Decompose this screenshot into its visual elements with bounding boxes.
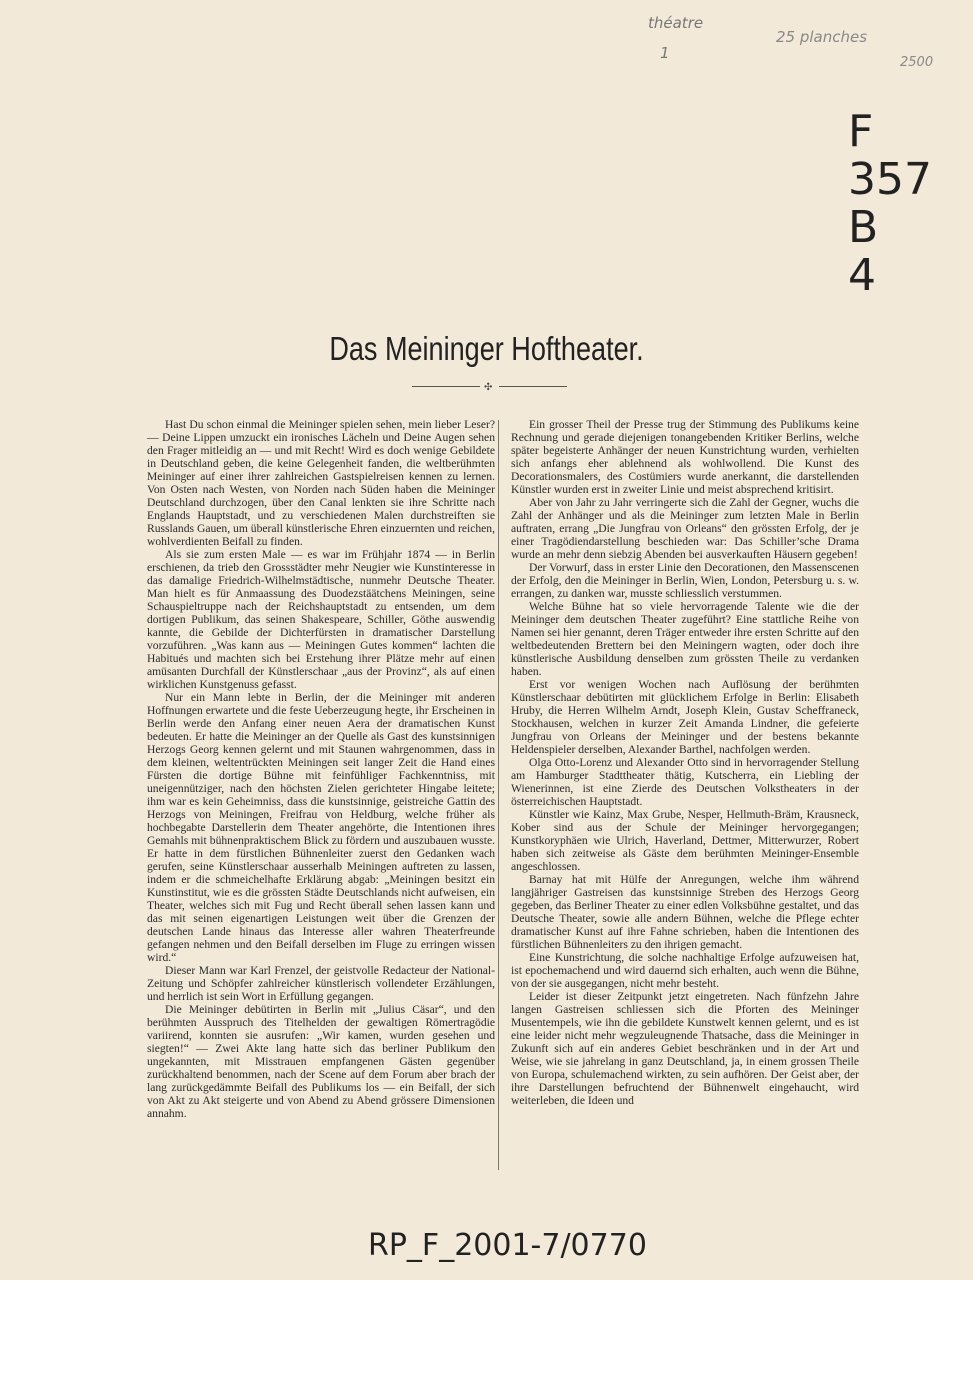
article-title: Das Meininger Hoftheater. [329,330,644,367]
paragraph: Aber von Jahr zu Jahr verringerte sich die Zahl der Gegner, wuchs die Zahl der Anhänger und als die Meininger zum letzten Male in Berlin auftraten, errang „Die Jungfrau von Orleans“ den grössten Erfolg, der je einer Tragödiendarstellung beschieden war: Das Schiller’sche Drama wurde an mehr denn siebzig Abenden bei ausverkauften Häusern gegeben! [511,496,859,561]
pencil-note-number: 1 [660,44,670,62]
call-number-line: 357 [848,154,932,205]
pencil-note-theatre: théatre [648,14,704,32]
paragraph: Dieser Mann war Karl Frenzel, der geistvolle Redacteur der National-Zeitung und Schöpfer zahlreicher künstlerisch vollendeter Erzählungen, und herrlich ist sein Wort in Erfüllung gegangen. [147,964,495,1003]
column-divider [498,420,499,1170]
call-number [848,106,932,302]
paragraph: Erst vor wenigen Wochen nach Auflösung der berühmten Künstlerschaar debütirten mit glücklichem Erfolge in Berlin: Elisabeth Hruby, die Herren Wilhelm Arndt, Joseph Klein, Gustav Scheffraneck, Stockhausen, welchen in kurzer Zeit Amanda Lindner, die gefeierte Jungfrau von Orleans der Meininger und der bestens bekannte Heldenspieler derselben, Alexander Barthel, nachfolgen werden. [511,678,859,756]
paragraph: Ein grosser Theil der Presse trug der Stimmung des Publikums keine Rechnung und gerade diejenigen tonangebenden Kritiker Berlins, welche später begeisterte Anhänger der neuen Kunstrichtung wurden, verhielten sich anfangs eher ablehnend als wohlwollend. Die Kunst des Decorationsmalers, des Costümiers wurde anerkannt, die darstellenden Künstler wurden erst in zweiter Linie und meist absprechend kritisirt. [511,418,859,496]
paragraph: Welche Bühne hat so viele hervorragende Talente wie die der Meininger dem deutschen Theater zugeführt? Eine stattliche Reihe von Namen sei hier genannt, deren Träger entweder ihre ersten Schritte auf den weltbedeutenden Brettern bei den Meiningern wagten, oder doch ihre künstlerische Ausbildung denselben zum grössten Theile zu verdanken haben. [511,600,859,678]
paragraph: Nur ein Mann lebte in Berlin, der die Meininger mit anderen Hoffnungen erwartete und die feste Ueberzeugung hegte, ihr Erscheinen in Berlin werde den Anfang einer neuen Aera der dramatischen Kunst bedeuten. Er hatte die Meininger an der Quelle als Gast des kunstsinnigen Herzogs Georg kennen gelernt und mit Staunen wahrgenommen, dass in dem kleinen, weltentrückten Meiningen seit langer Zeit die Hand eines Fürsten die dortige Bühne mit feinfühliger Fachkenntniss, mit uneigennütziger, nach den höchsten Zielen gerichteter Hingabe leitete; ihm war es kein Geheimniss, dass die kunstsinnige, geistreiche Gattin des Herzogs von Meiningen, Freifrau von Heldburg, welche früher als hochbegabte Darstellerin dem Theater angehörte, die Intentionen ihres Gemahls mit bühnenpraktischem Blick zu fördern und auszubauen wusste. Er hatte in dem fürstlichen Bühnenleiter zuerst den Gedanken wach gerufen, seine Künstlerschaar ausserhalb Meiningen auftreten zu lassen, indem er die schmeichelhafte Erklärung abgab: „Meiningen besitzt ein Kunstinstitut, wie es die grössten Städte Deutschlands nicht aufweisen, ein Theater, welches sich mit Fug und Recht überall sehen lassen kann und das mit seinen eigenartigen Leistungen weit über die Grenzen der deutschen Lande hinaus das Interesse aller wahren Theaterfreunde gefangen nehmen und den Beifall derselben im Fluge zu erringen wissen wird.“ [147,691,495,964]
paragraph: Hast Du schon einmal die Meininger spielen sehen, mein lieber Leser? — Deine Lippen umzuckt ein ironisches Lächeln und Deine Augen sehen den Frager mitleidig an — und mit Recht! Wird es doch wenige Gebildete in Deutschland geben, die keine Gelegenheit fanden, die weltberühmten Meininger auf einer ihrer zahlreichen Gastspielreisen kennen zu lernen. Von Osten nach Westen, von Norden nach Süden haben die Meininger Deutschland durchzogen, über den Canal lenkten sie ihre Schritte nach Englands Hauptstadt, und zu verschiedenen Malen durchstreiften sie Russlands Gauen, um überall künstlerische Ehren einzuernten und reichen, wohlverdienten Beifall zu finden. [147,418,495,548]
paragraph: Künstler wie Kainz, Max Grube, Nesper, Hellmuth-Bräm, Krausneck, Kober sind aus der Schule der Meininger hervorgegangen; Kunstkoryphäen wie Ulrich, Haverland, Dettmer, Mitterwurzer, Robert haben sich zeitweise als Gäste dem berühmten Meininger-Ensemble angeschlossen. [511,808,859,873]
pencil-note-price: 2500 [900,55,934,70]
paragraph: Als sie zum ersten Male — es war im Frühjahr 1874 — in Berlin erschienen, da trieb den Grossstädter mehr Neugier wie Kunstinteresse in das damalige Friedrich-Wilhelmstädtische, nunmehr Deutsche Theater. Man hielt es für Anmaassung des Duodezstäätchens Meiningen, seine Schauspieltruppe nach der Reichshauptstadt zu entsenden, um dem dortigen Publikum, das seinen Shakespeare, Schiller, Göthe auswendig kannte, die Gebilde der Dichterfürsten in dramatischer Darstellung vorzuführen. „Was kann aus — Meiningen Gutes kommen“ lachten die Habitués und machten sich bei Erstehung ihrer Plätze mehr auf einen amüsanten Durchfall der Künstlerschaar „aus der Provinz“, als auf einen wirklichen Kunstgenuss gefasst. [147,548,495,691]
left-column [147,418,495,1120]
title-ornament [412,382,567,392]
paragraph: Eine Kunstrichtung, die solche nachhaltige Erfolge aufzuweisen hat, ist epochemachend und wird dauernd sich erhalten, auch wenn die Bühne, von der sie ausgegangen, nicht mehr besteht. [511,951,859,990]
call-number-line: F [848,106,874,157]
paragraph: Die Meininger debütirten in Berlin mit „Julius Cäsar“, und den berühmten Ausspruch des Titelhelden der gewaltigen Römertragödie variirend, konnten sie ausrufen: „Wir kamen, wurden gesehen und siegten!“ — Zwei Akte lang hatte sich das berliner Publikum den ungekannten, mit Misstrauen empfangenen Gästen gegenüber zurückhaltend benommen, nach der Scene auf dem Forum aber brach der lang zurückgedämmte Beifall des Publikums los — ein Beifall, der sich von Akt zu Akt steigerte und von Abend zu Abend grössere Dimensionen annahm. [147,1003,495,1120]
paragraph: Olga Otto-Lorenz und Alexander Otto sind in hervorragender Stellung am Hamburger Stadttheater thätig, Kutscherra, ein Liebling der Wienerinnen, ist eine Zierde des Deutschen Volkstheaters in der österreichischen Hauptstadt. [511,756,859,808]
paragraph: Der Vorwurf, dass in erster Linie den Decorationen, den Massenscenen der Erfolg, den die Meininger in Berlin, Wien, London, Petersburg u. s. w. errangen, zu danken war, musste schliesslich verstummen. [511,561,859,600]
ornament-icon: ✣ [484,382,493,393]
call-number-line: B [848,202,879,253]
call-number-line: 4 [848,250,876,301]
paragraph: Leider ist dieser Zeitpunkt jetzt eingetreten. Nach fünfzehn Jahre langen Gastreisen schliessen sich die Pforten des Meininger Musentempels, wie ihn die gebildete Kunstwelt kennen gelernt, und es ist eine leider nicht mehr wegzuleugnende Thatsache, dass die Meininger in Zukunft sich auf ein anderes Gebiet beschränken und in der Art und Weise, wie sie jahrelang in ganz Deutschland, ja, in einem grossen Theile von Europa, schulemachend wirkten, zu sein aufhören. Der Geist aber, der ihre Darstellungen befruchtend der Bühnenwelt eingehaucht, wird weiterleben, die Ideen und [511,990,859,1107]
pencil-note-plates: 25 planches [776,28,868,46]
inventory-number: RP_F_2001-7/0770 [368,1228,647,1263]
paragraph: Barnay hat mit Hülfe der Anregungen, welche ihm während langjähriger Gastreisen das kunstsinnige Streben des Herzogs Georg gegeben, das Berliner Theater zu einer edlen Volksbühne gestaltet, und das Deutsche Theater, sowie alle andern Bühnen, welche die Pflege echter dramatischer Kunst auf ihre Fahne schrieben, haben die Intentionen des fürstlichen Bühnenleiters zu den ihrigen gemacht. [511,873,859,951]
right-column [511,418,859,1107]
